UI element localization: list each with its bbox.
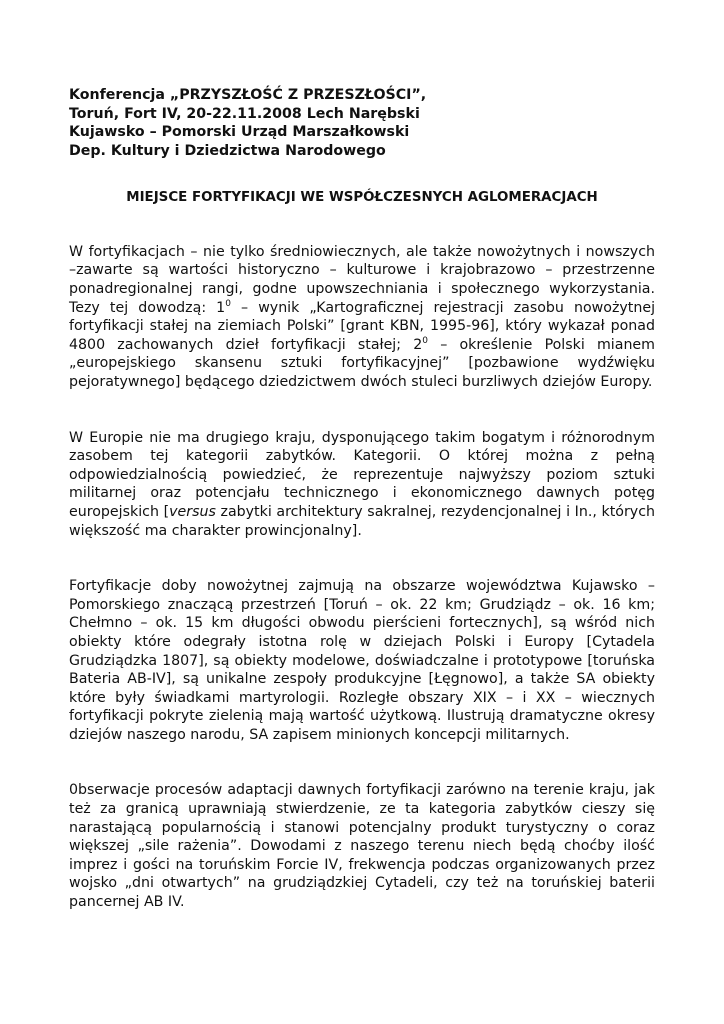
superscript-2: 0 [422,335,428,346]
paragraph-3: Fortyfikacje doby nowożytnej zajmują na obszarze województwa Kujawsko – Pomorskiego znaczącą przestrzeń [Toruń – ok. 22 km; Grudziądz – ok. 16 km; Chełmno – ok. 15 km długości obwodu pierścieni fortecznych], są wśród nich obiekty które odegrały istotna rolę w dziejach Polski i Europy [Cytadela Grudziądzka 1807], są obiekty modelowe, doświadczalne i prototypowe [toruńska Bateria AB-IV], są unikalne zespoły produkcyjne [Łęgnowo], a także SA obiekty które były świadkami martyrologii. Rozległe obszary XIX – i XX – wiecznych fortyfikacji pokryte zielenią mają wartość użytkową. Ilustrują dramatyczne okresy dziejów naszego narodu, SA zapisem minionych koncepcji militarnych. [69,578,655,743]
header-place-author-line: Toruń, Fort IV, 20-22.11.2008 Lech Narębski [69,105,420,122]
paragraph-2-part-1: W Europie nie ma drugiego kraju, dysponującego takim bogatym i różnorodnym zasobem tej kategorii zabytków. Kategorii. O której można z pełną odpowiedzialnością powiedzieć, że reprezentuje najwyższy poziom sztuki militarnej oraz potencjału technicznego i ekonomicznego dawnych potęg europejskich [ [69,429,655,520]
paragraph-1-part-3: – określenie Polski mianem „europejskiego skansenu sztuki fortyfikacyjnej” [pozbawione wydźwięku pejoratywnego] będącego dziedzictwem dwóch stuleci burzliwych dziejów Europy. [69,336,655,390]
header-department-line: Dep. Kultury i Dziedzictwa Narodowego [69,143,386,160]
superscript-1: 0 [225,298,231,309]
document-header [69,86,655,161]
header-office-line: Kujawsko – Pomorski Urząd Marszałkowski [69,124,410,141]
paragraph-2 [69,429,655,541]
paragraph-1-part-1: W fortyfikacjach – nie tylko średniowiecznych, ale także nowożytnych i nowszych –zawarte są wartości historyczno – kulturowe i krajobrazowo – przestrzenne ponadregionalnej rangi, godne upowszechniania i społecznego wykorzystania. Tezy tej dowodzą: 1 [69,243,655,316]
paragraph-2-italic-versus: versus [169,503,216,520]
paragraph-1 [69,243,655,392]
header-conference-line: Konferencja „PRZYSZŁOŚĆ Z PRZESZŁOŚCI”, [69,87,427,103]
document-page [69,86,655,912]
document-title: MIEJSCE FORTYFIKACJI WE WSPÓŁCZESNYCH AGLOMERACJACH [126,189,598,205]
paragraph-1-part-2: – wynik „Kartograficznej rejestracji zasobu nowożytnej fortyfikacji stałej na ziemiach Polski” [grant KBN, 1995-96], który wykazał ponad 4800 zachowanych dzieł fortyfikacji stałej; 2 [69,299,656,353]
paragraph-4: 0bserwacje procesów adaptacji dawnych fortyfikacji zarówno na terenie kraju, jak też za granicą uprawniają stwierdzenie, ze ta kategoria zabytków cieszy się narastającą popularnością i stanowi potencjalny produkt turystyczny o coraz większej „sile rażenia”. Dowodami z naszego terenu niech będą choćby ilość imprez i gości na toruńskim Forcie IV, frekwencja podczas organizowanych przez wojsko „dni otwartych” na grudziądzkiej Cytadeli, czy też na toruńskiej baterii pancernej AB IV. [69,782,655,911]
paragraph-2-part-2: zabytki architektury sakralnej, rezydencjonalnej i In., których większość ma charakter prowincjonalny]. [69,503,655,539]
